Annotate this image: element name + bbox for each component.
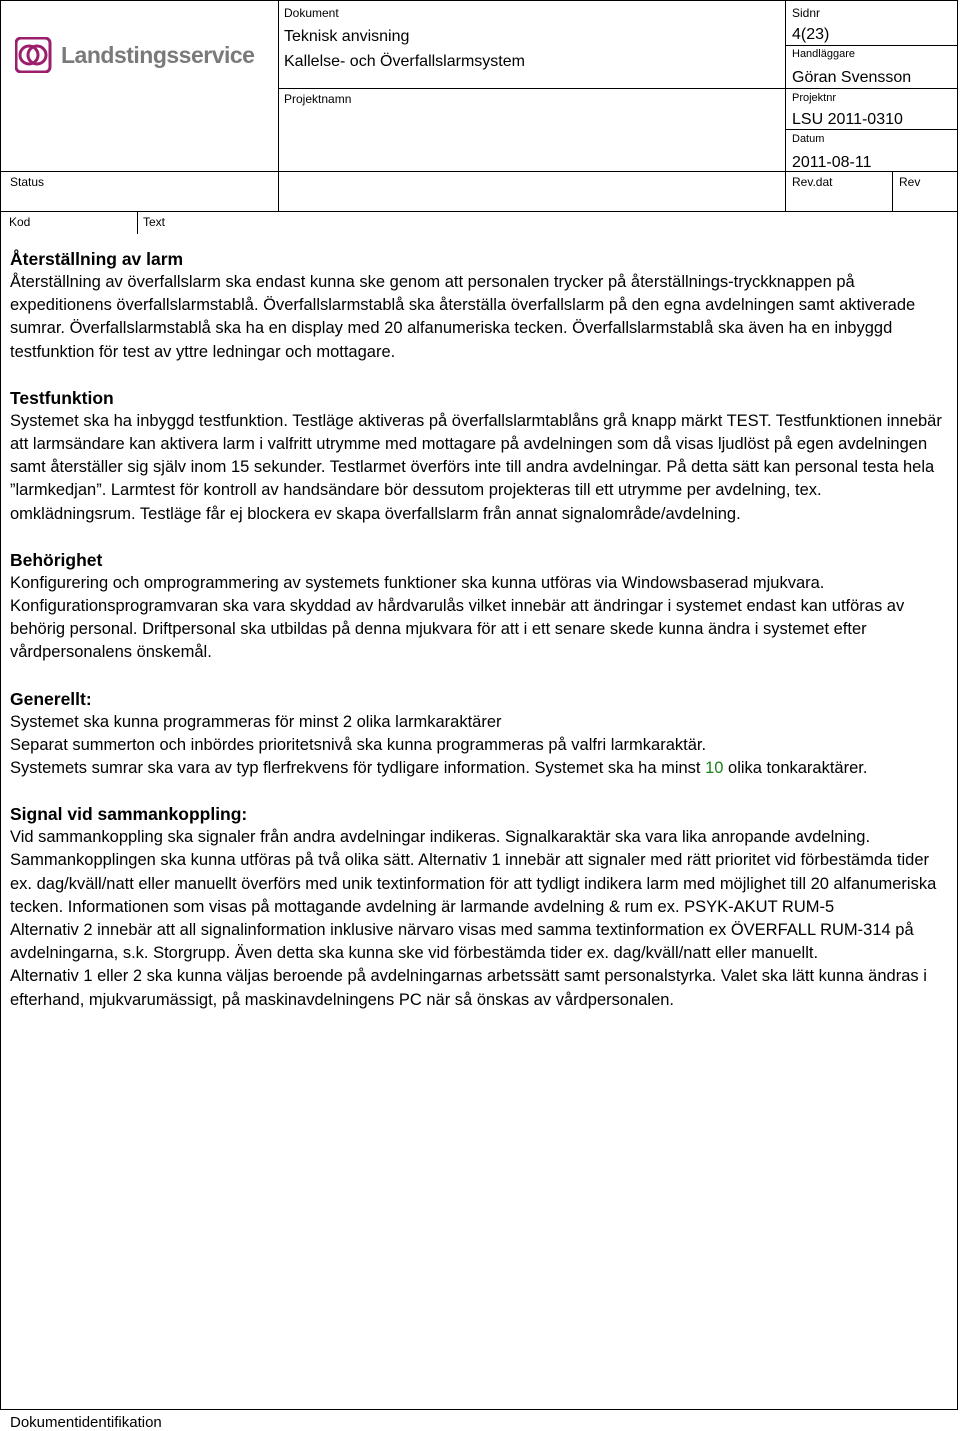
dokumentidentifikation-label: Dokumentidentifikation <box>10 1414 162 1431</box>
section-title: Signal vid sammankoppling: <box>10 804 248 825</box>
sidnr-label: Sidnr <box>792 6 821 20</box>
status-label: Status <box>10 175 45 189</box>
section-title: Generellt: <box>10 688 92 709</box>
highlighted-number: 10 <box>705 759 724 778</box>
handlaggare-label: Handläggare <box>792 48 855 60</box>
sidnr-value: 4(23) <box>792 26 830 43</box>
section-text: Systemet ska kunna programmeras för minst 2 olika larmkaraktärer <box>10 712 502 731</box>
column-header-row <box>0 212 958 234</box>
doc-title-2: Kallelse- och Överfallslarmsystem <box>284 53 525 70</box>
section-text: Alternativ 2 innebär att all signalinformation inklusive närvaro visas med samma textinformation ex ÖVERFALL RUM-314 på avdelningarna, s.k. Storgrupp. Även detta ska kunna ske vid förbestämda tider ex. dag/kväll/natt eller manuellt. <box>10 921 914 963</box>
datum-value: 2011-08-11 <box>792 154 872 171</box>
section-text: Systemet ska ha inbyggd testfunktion. Testläge aktiveras på överfallslarmtablåns grå knapp märkt TEST. Testfunktionen innebär att larmsändare kan aktivera larm i valfritt utrymme med mottagare på avdelningen som då visas ljudlöst på egen avdelningen samt återställer sig själv inom 15 sekunder. Testlarmet överförs inte till andra avdelningar. På detta sätt kan personal testa hela ”larmkedjan”. Larmtest för kontroll av handsändare bör dessutom projekteras till ett utrymme per avdelning, tex. omklädningsrum. Testläge får ej blockera ev skapa överfallslarm från annat signalområde/avdelning. <box>10 411 942 523</box>
document-body <box>10 248 945 1035</box>
logo-text: Landstingsservice <box>61 41 255 68</box>
text-run: Systemets sumrar ska vara av typ flerfrekvens för tydligare information. Systemet ska ha minst <box>10 759 706 778</box>
rev-label: Rev <box>899 175 921 189</box>
landstingsservice-logo <box>15 37 254 73</box>
section-text: Återställning av överfallslarm ska endast kunna ske genom att personalen trycker på återställnings-tryckknappen på expeditionens överfallslarmstablå. Överfallslarmstablå ska återställa överfallslarm på den egna avdelningen samt aktiverade sumrar. Överfallslarmstablå ska ha en display med 20 alfanumeriska tecken. Överfallslarmstablå ska även ha en inbyggd testfunktion för test av yttre ledningar och mottagare. <box>10 273 916 361</box>
projektnr-value: LSU 2011-0310 <box>792 111 903 128</box>
section-behorighet <box>10 549 945 665</box>
projektnamn-label: Projektnamn <box>284 92 352 106</box>
section-text: Vid sammankoppling ska signaler från andra avdelningar indikeras. Signalkaraktär ska vara lika anropande avdelning. Sammankopplingen ska kunna utföras på två olika sätt. Alternativ 1 innebär att signaler med rätt prioritet vid förbestämda tider ex. dag/kväll/natt eller manuellt överförs med unik textinformation för att tydligt indikera larm med möjlighet till 20 alfanumeriska tecken. Informationen som visas på mottagande avdelning är larmande avdelning & rum ex. PSYK-AKUT RUM-5 <box>10 828 937 916</box>
text-label: Text <box>143 215 166 229</box>
section-title: Återställning av larm <box>10 249 184 269</box>
section-signal-sammankoppling <box>10 803 945 1012</box>
section-testfunktion <box>10 387 945 526</box>
datum-label: Datum <box>792 133 825 145</box>
projektnr-label: Projektnr <box>792 92 837 104</box>
revdat-label: Rev.dat <box>792 175 833 189</box>
doc-title-1: Teknisk anvisning <box>284 28 410 45</box>
header-table <box>0 0 958 212</box>
section-title: Testfunktion <box>10 387 114 408</box>
section-text: Alternativ 1 eller 2 ska kunna väljas beroende på avdelningarnas arbetssätt samt personalstyrka. Valet ska lätt kunna ändras i efterhand, mjukvarumässigt, på maskinavdelningens PC när så önskas av vårdpersonalen. <box>10 967 927 1009</box>
text-run: olika tonkaraktärer. <box>723 759 868 778</box>
section-text <box>10 757 945 780</box>
kod-label: Kod <box>9 215 31 229</box>
dokument-label: Dokument <box>284 6 339 20</box>
section-aterstallning <box>10 248 945 364</box>
section-text: Konfigurering och omprogrammering av systemets funktioner ska kunna utföras via Windowsbaserad mjukvara. Konfigurationsprogramvaran ska vara skyddad av hårdvarulås vilket innebär att ändringar i systemet endast kan utföras av behörig personal. Driftpersonal ska utbildas på denna mjukvara för att i ett senare skede kunna ändra i systemet efter vårdpersonalens önskemål. <box>10 573 905 662</box>
section-text: Separat summerton och inbördes prioritetsnivå ska kunna programmeras på valfri larmkaraktär. <box>10 735 707 754</box>
handlaggare-value: Göran Svensson <box>792 69 912 86</box>
logo-icon <box>15 37 53 73</box>
section-generellt <box>10 688 945 781</box>
section-title: Behörighet <box>10 549 103 570</box>
